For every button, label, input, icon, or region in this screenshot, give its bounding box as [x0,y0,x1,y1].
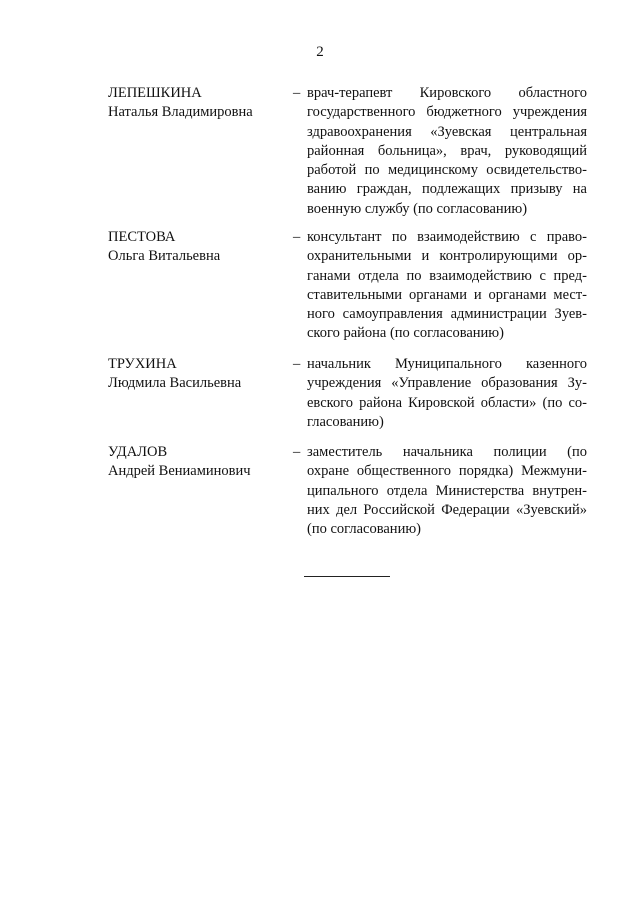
role-line: государственного бюджетного учреждения [307,104,587,121]
role-line: охране общественного порядка) Межмуни- [307,463,587,480]
role-line: врач-терапевт Кировского областного [307,85,587,101]
member-name [108,355,283,394]
role-line: ного самоуправления администрации Зуев- [307,306,587,323]
role-line: учреждения «Управление образования Зу- [307,375,587,392]
role-line: здравоохранения «Зуевская центральная [307,123,587,140]
member-role [307,84,587,219]
member-surname: ПЕСТОВА [108,229,176,245]
dash-separator: – [293,356,301,372]
member-given-names: Людмила Васильевна [108,375,242,392]
role-line: евского района Кировской области» (по со- [307,394,587,411]
role-line: ципального отдела Министерства внутрен- [307,482,587,499]
role-line: ского района (по согласованию) [307,325,504,342]
role-line: начальник Муниципального казенного [307,356,587,372]
role-line: ванию граждан, подлежащих призыву на [307,181,587,198]
member-given-names: Наталья Владимировна [108,104,253,121]
role-line: заместитель начальника полиции (по [307,444,587,460]
member-role [307,443,587,539]
role-line: ставительными органами и органами мест- [307,286,587,303]
role-line: охранительными и контролирующими ор- [307,248,587,265]
member-role [307,355,587,432]
member-name [108,443,283,482]
member-name [108,84,283,123]
role-line: военную службу (по согласованию) [307,200,528,217]
dash-separator: – [293,229,301,245]
member-surname: ЛЕПЕШКИНА [108,85,202,101]
role-line: (по согласованию) [307,521,421,538]
member-given-names: Андрей Вениаминович [108,463,251,480]
role-line: ганами отдела по взаимодействию с пред- [307,267,587,284]
role-line: районная больница», врач, руководящий [307,142,587,159]
member-surname: ТРУХИНА [108,356,177,372]
member-name [108,228,283,267]
dash-separator: – [293,85,301,101]
member-surname: УДАЛОВ [108,444,168,460]
dash-separator: – [293,444,301,460]
role-line: гласованию) [307,413,384,430]
member-given-names: Ольга Витальевна [108,248,221,265]
page-number: 2 [316,44,324,60]
role-line: них дел Российской Федерации «Зуевский» [307,501,587,518]
member-role [307,228,587,344]
role-line: консультант по взаимодействию с право- [307,229,587,245]
closing-rule [304,576,390,577]
role-line: работой по медицинскому освидетельство- [307,162,587,179]
